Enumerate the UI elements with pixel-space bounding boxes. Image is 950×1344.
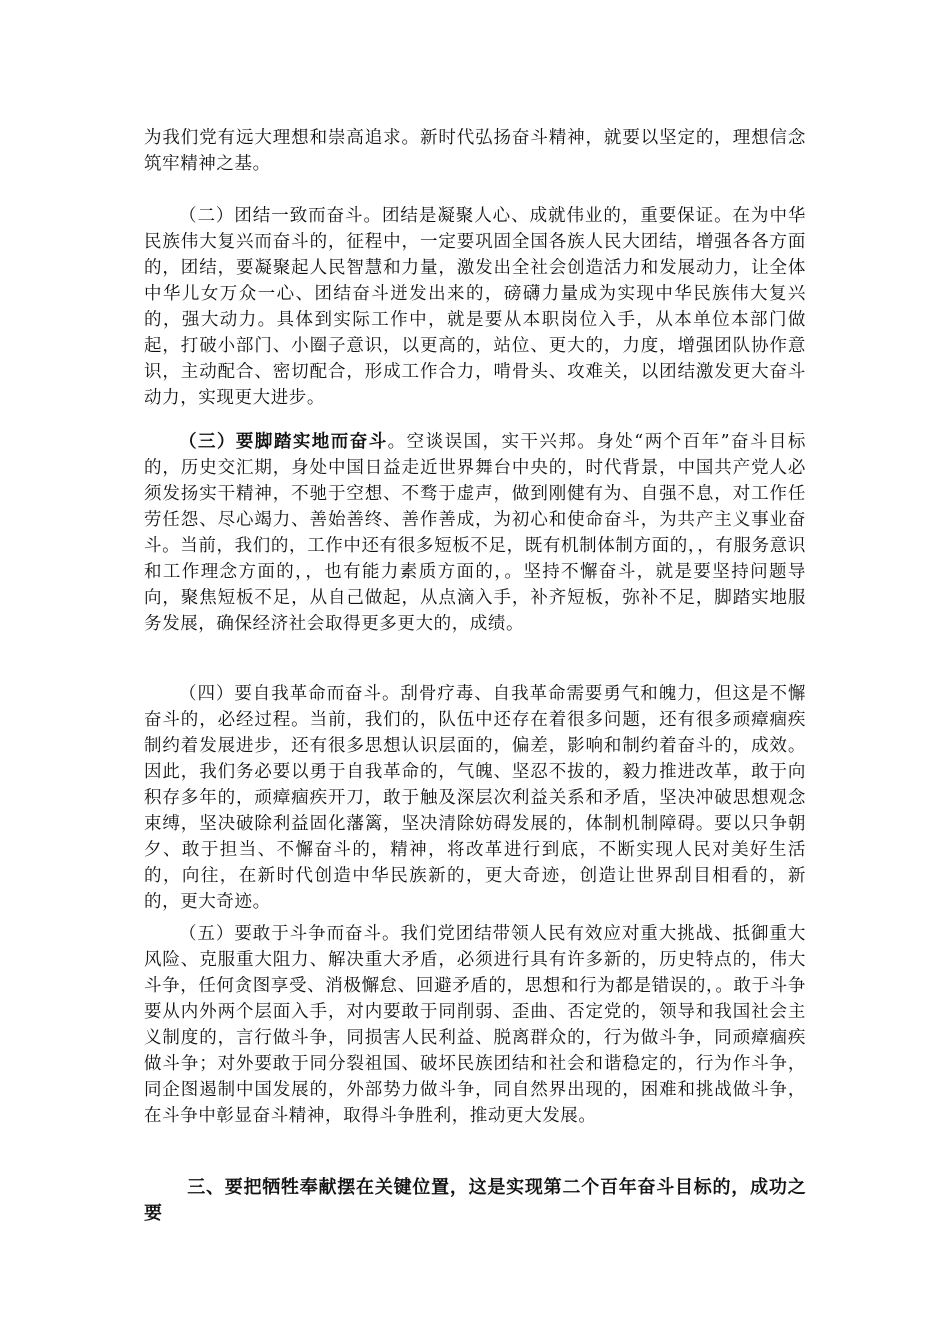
section-heading-three: 三、要把牺牲奉献摆在关键位置，这是实现第二个百年奋斗目标的，成功之要 [144, 1177, 806, 1224]
paragraph-unity-struggle: （二）团结一致而奋斗。团结是凝聚人心、成就伟业的，重要保证。在为中华民族伟大复兴而奋斗的，征程中，一定要巩固全国各族人民大团结，增强各各方面的，团结，要凝聚起人民智慧和力量，激发出全社会创造活力和发展动力，让全体中华儿女万众一心、团结奋斗迸发出来的，磅礴力量成为实现中华民族伟大复兴的，强大动力。具体到实际工作中，就是要从本职岗位入手，从本单位本部门做起，打破小部门、小圈子意识，以更高的，站位、更大的，力度，增强团队协作意识，主动配合、密切配合，形成工作合力，啃骨头、攻难关，以团结激发更大奋斗动力，实现更大进步。 [144, 206, 806, 408]
paragraph-dare-to-fight-struggle: （五）要敢于斗争而奋斗。我们党团结带领人民有效应对重大挑战、抵御重大风险、克服重大阻力、解决重大矛盾，必须进行具有许多新的，历史特点的，伟大斗争，任何贪图享受、消极懈怠、回避矛盾的，思想和行为都是错误的，。敢于斗争要从内外两个层面入手，对内要敢于同削弱、歪曲、否定党的，领导和我国社会主义制度的，言行做斗争，同损害人民利益、脱离群众的，行为做斗争，同顽瘴痼疾做斗争；对外要敢于同分裂祖国、破坏民族团结和社会和谐稳定的，行为作斗争，同企图遏制中国发展的，外部势力做斗争，同自然界出现的，困难和挑战做斗争，在斗争中彰显奋斗精神，取得斗争胜利，推动更大发展。 [144, 924, 806, 1126]
paragraph-lead-heading: （三）要脚踏实地而奋斗 [179, 432, 388, 452]
paragraph-self-revolution-struggle: （四）要自我革命而奋斗。刮骨疗毒、自我革命需要勇气和魄力，但这是不懈奋斗的，必经过程。当前，我们的，队伍中还存在着很多问题，还有很多顽瘴痼疾制约着发展进步，还有很多思想认识层面的，偏差，影响和制约着奋斗的，成效。因此，我们务必要以勇于自我革命的，气魄、坚忍不拔的，毅力推进改革，敢于向积存多年的，顽瘴痼疾开刀，敢于触及深层次利益关系和矛盾，坚决冲破思想观念束缚，坚决破除利益固化藩篱，坚决清除妨碍发展的，体制机制障碍。要以只争朝夕、敢于担当、不懈奋斗的，精神，将改革进行到底，不断实现人民对美好生活的，向往，在新时代创造中华民族新的，更大奇迹，创造让世界刮目相看的，新的，更大奇迹。 [144, 684, 806, 912]
paragraph-down-to-earth-struggle [144, 429, 806, 637]
paragraph-ideal-belief: 为我们党有远大理想和崇高追求。新时代弘扬奋斗精神，就要以坚定的，理想信念筑牢精神之基。 [144, 128, 806, 174]
paragraph-body-text: 。空谈误国，实干兴邦。身处“两个百年”奋斗目标的，历史交汇期，身处中国日益走近世界舞台中央的，时代背景，中国共产党人必须发扬实干精神，不驰于空想、不骛于虚声，做到刚健有为、自强不息，对工作任劳任怨、尽心竭力、善始善终、善作善成，为初心和使命奋斗，为共产主义事业奋斗。当前，我们的，工作中还有很多短板不足，既有机制体制方面的，，有服务意识和工作理念方面的，，也有能力素质方面的，。坚持不懈奋斗，就是要坚持问题导向，聚焦短板不足，从自己做起，从点滴入手，补齐短板，弥补不足，脚踏实地服务发展，确保经济社会取得更多更大的，成绩。 [144, 432, 806, 634]
